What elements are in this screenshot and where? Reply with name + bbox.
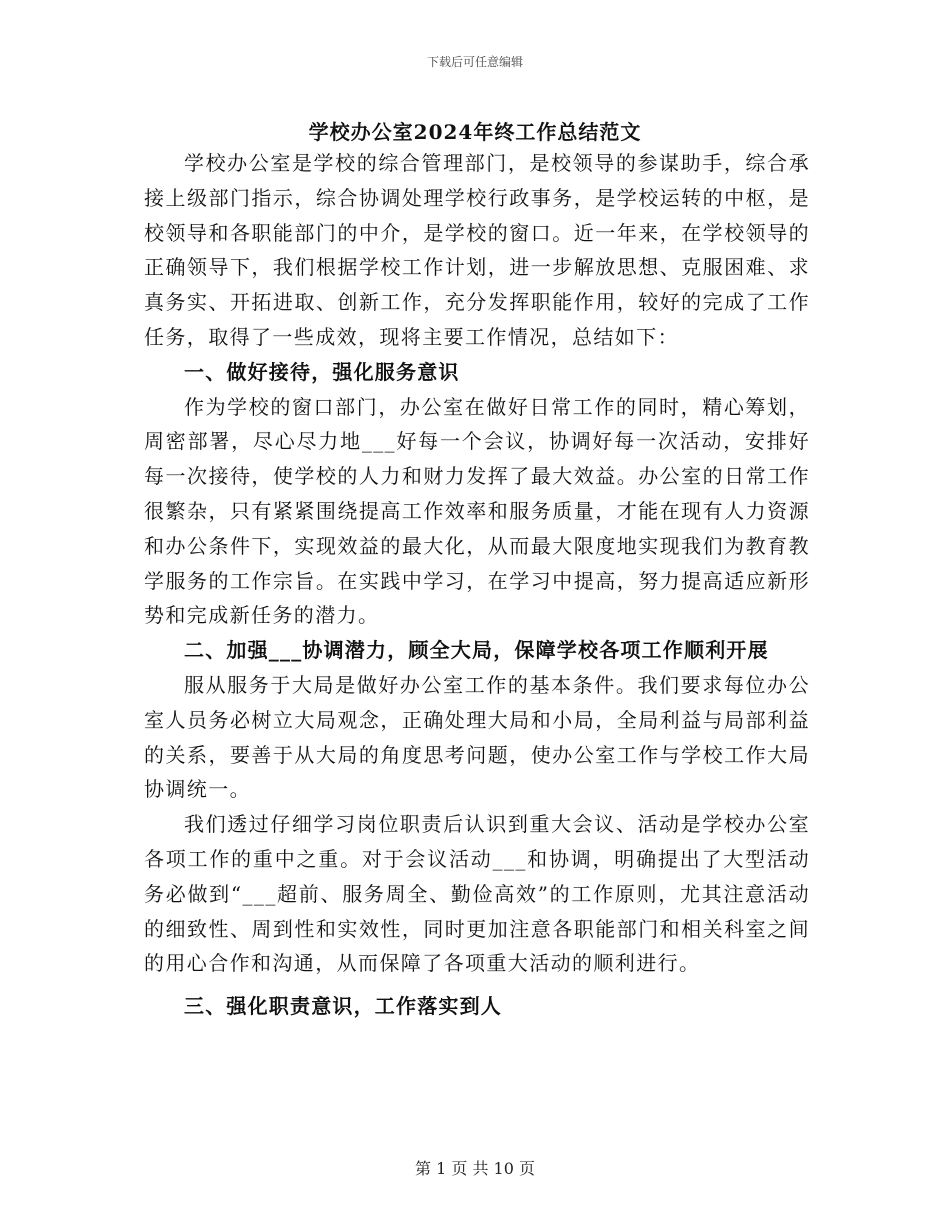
intro-paragraph: 学校办公室是学校的综合管理部门，是校领导的参谋助手，综合承接上级部门指示，综合协调处理学校行政事务，是学校运转的中枢，是校领导和各职能部门的中介，是学校的窗口。近一年来，在学校领导的正确领导下，我们根据学校工作计划，进一步解放思想、克服困难、求真务实、开拓进取、创新工作，充分发挥职能作用，较好的完成了工作任务，取得了一些成效，现将主要工作情况，总结如下： <box>144 151 810 349</box>
section-2-paragraph-1: 服从服务于大局是做好办公室工作的基本条件。我们要求每位办公室人员务必树立大局观念，正确处理大局和小局，全局利益与局部利益的关系，要善于从大局的角度思考问题，使办公室工作与学校工作大局协调统一。 <box>144 672 810 802</box>
section-heading-1: 一、做好接待，强化服务意识 <box>184 359 460 384</box>
page-number: 第 1 页 共 10 页 <box>415 1159 535 1178</box>
section-heading-3: 三、强化职责意识，工作落实到人 <box>184 994 502 1019</box>
section-heading-2: 二、加强___协调潜力，顾全大局，保障学校各项工作顺利开展 <box>184 638 769 663</box>
section-1-paragraph: 作为学校的窗口部门，办公室在做好日常工作的同时，精心筹划，周密部署，尽心尽力地___好每一个会议，协调好每一次活动，安排好每一次接待，使学校的人力和财力发挥了最大效益。办公室的日常工作很繁杂，只有紧紧围绕提高工作效率和服务质量，才能在现有人力资源和办公条件下，实现效益的最大化，从而最大限度地实现我们为教育教学服务的工作宗旨。在实践中学习，在学习中提高，努力提高适应新形势和完成新任务的潜力。 <box>144 394 810 628</box>
document-title: 学校办公室2024年终工作总结范文 <box>308 120 642 144</box>
header-note: 下载后可任意编辑 <box>426 55 523 69</box>
section-2-paragraph-2: 我们透过仔细学习岗位职责后认识到重大会议、活动是学校办公室各项工作的重中之重。对于会议活动___和协调，明确提出了大型活动务必做到“___超前、服务周全、勤俭高效”的工作原则，尤其注意活动的细致性、周到性和实效性，同时更加注意各职能部门和相关科室之间的用心合作和沟通，从而保障了各项重大活动的顺利进行。 <box>144 812 810 976</box>
document-body <box>144 146 810 1024</box>
